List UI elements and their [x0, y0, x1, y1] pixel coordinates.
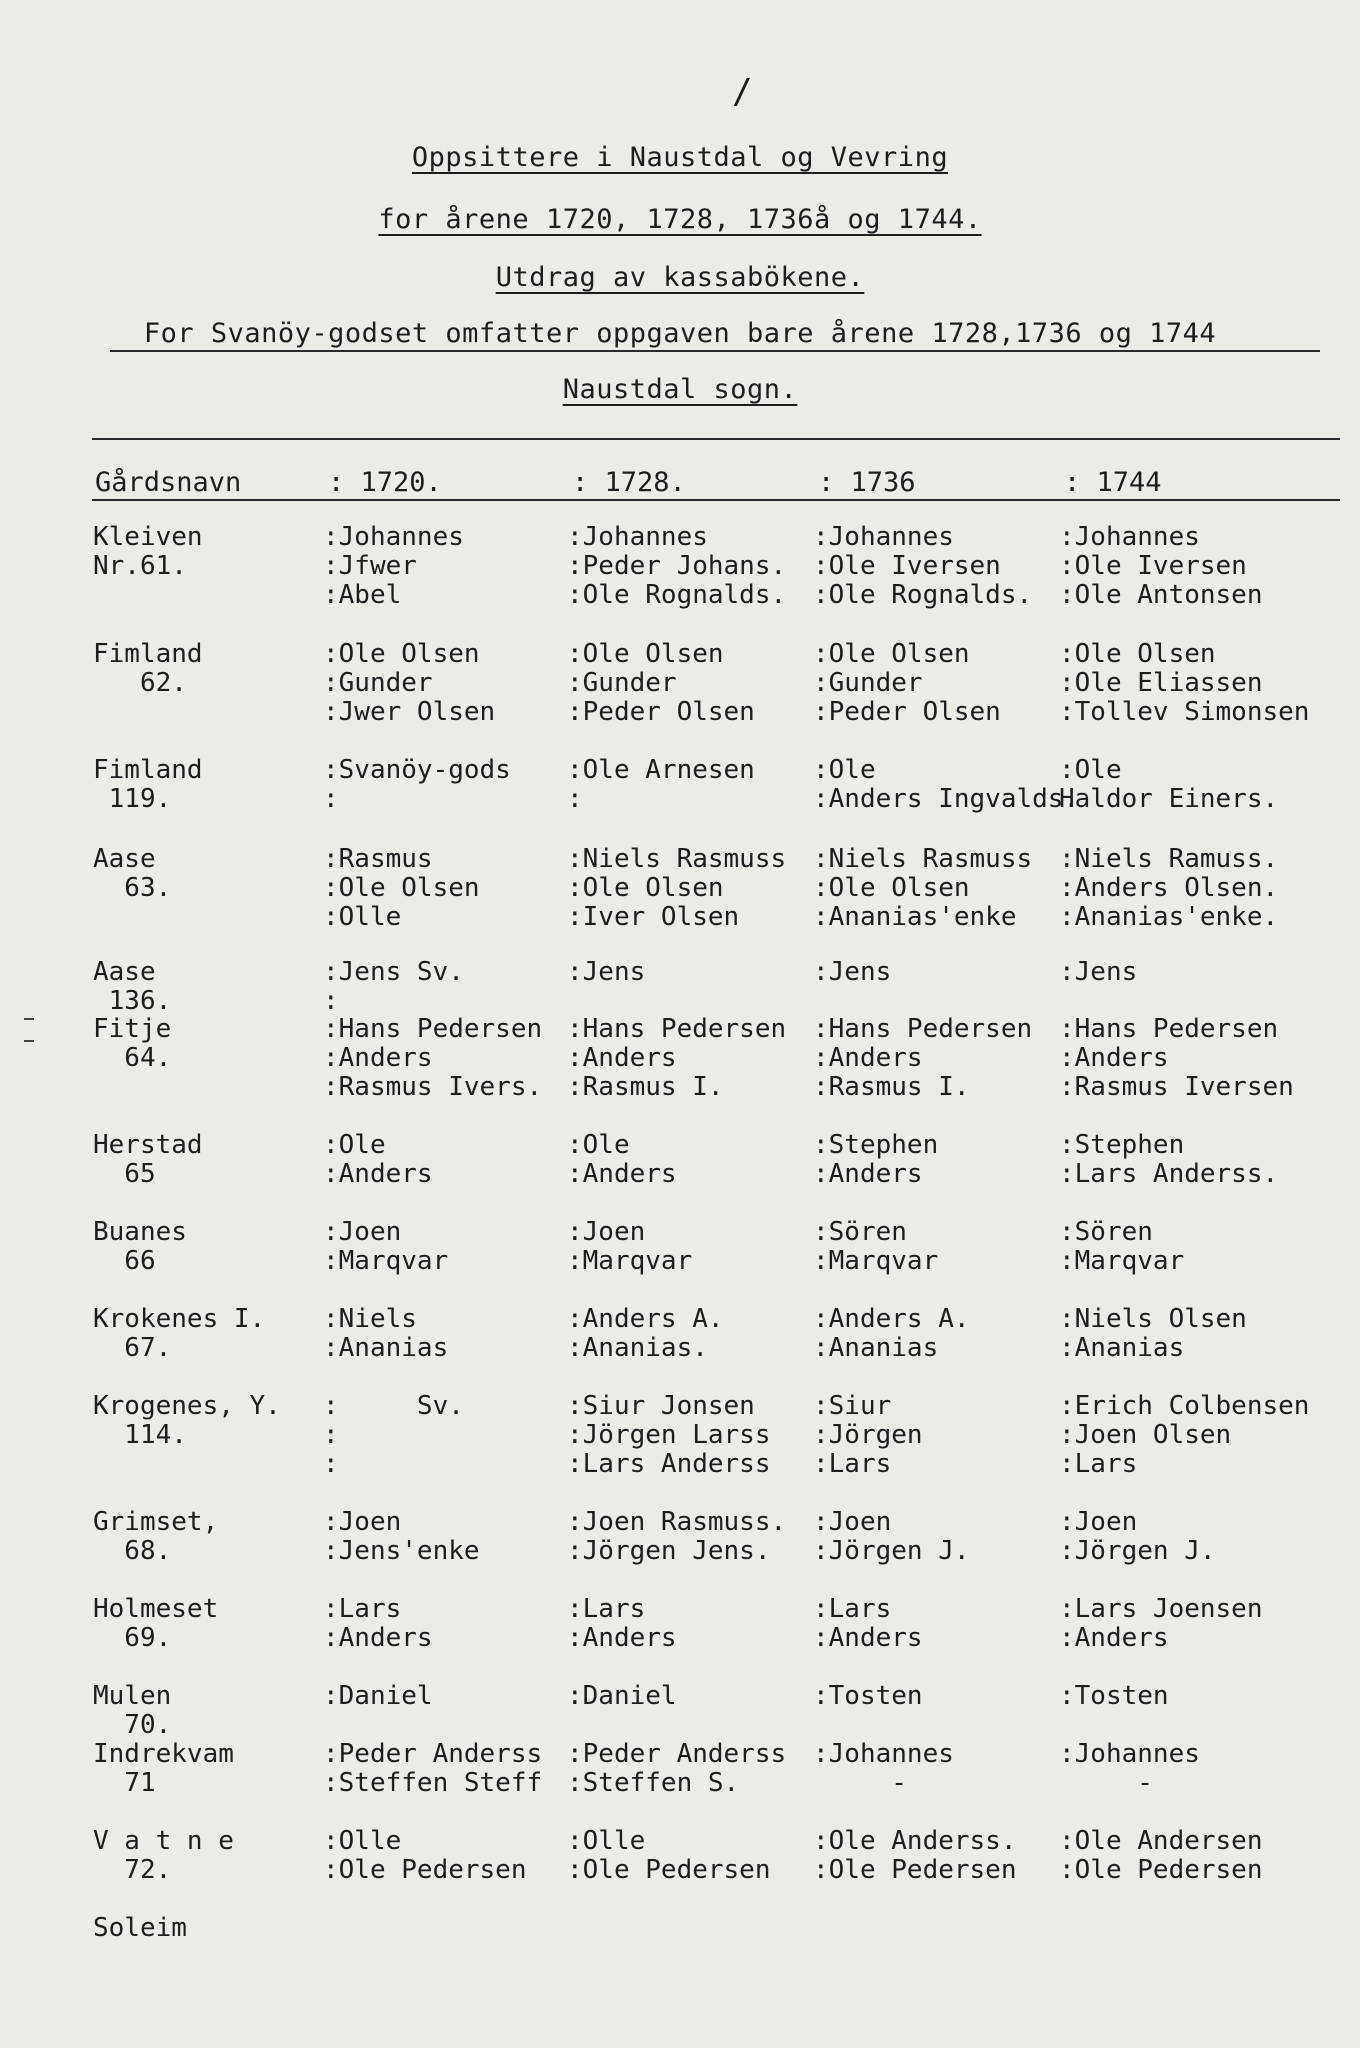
cell-1744 — [1059, 958, 1137, 987]
occupant-line: :Ole Pedersen — [1059, 1855, 1263, 1885]
occupant-line: :Jens — [813, 957, 892, 987]
occupant-line: :Steffen S. — [567, 1768, 740, 1798]
subtitle: Utdrag av kassabökene. — [495, 262, 865, 293]
cell-1720 — [323, 1682, 433, 1711]
occupant-line: :Abel — [323, 580, 402, 610]
occupant-line: :Tosten — [813, 1681, 923, 1711]
occupant-line: :Ole Olsen — [567, 639, 724, 669]
farm-cell — [93, 1827, 234, 1885]
cell-1744 — [1059, 756, 1278, 814]
farm-cell — [93, 1218, 187, 1276]
occupant-line: :Johannes — [323, 522, 464, 552]
cell-1720 — [323, 756, 511, 814]
occupant-line: :Johannes — [1059, 522, 1200, 552]
farm-name-line: 114. — [93, 1420, 187, 1450]
occupant-line: :Joen Olsen — [1059, 1420, 1232, 1450]
farm-name-line: 62. — [93, 668, 187, 698]
cell-1728 — [567, 1827, 771, 1885]
cell-1744 — [1059, 640, 1309, 727]
farm-name-line: Krokenes I. — [93, 1304, 266, 1334]
occupant-line: :Ole Pedersen — [813, 1855, 1017, 1885]
occupant-line: :Anders — [1059, 1043, 1169, 1073]
cell-1736 — [813, 1015, 1032, 1102]
occupant-line: :Tollev Simonsen — [1059, 697, 1310, 727]
cell-1736 — [813, 1740, 954, 1798]
farm-cell — [93, 1305, 265, 1363]
occupant-line: :Anders A. — [813, 1304, 970, 1334]
cell-1736 — [813, 1682, 923, 1711]
years-line: for årene 1720, 1728, 1736å og 1744. — [378, 204, 982, 235]
occupant-line: :Ole Olsen — [323, 873, 480, 903]
occupant-line: Haldor Einers. — [1059, 784, 1279, 814]
occupant-line: :Rasmus Ivers. — [323, 1072, 543, 1102]
farm-name-line: Nr.61. — [93, 551, 187, 581]
cell-1728 — [567, 1740, 786, 1798]
occupant-line: :Hans Pedersen — [567, 1014, 787, 1044]
occupant-line: : — [323, 1449, 339, 1479]
farm-name-line: Krogenes, Y. — [93, 1391, 281, 1421]
cell-1728 — [567, 523, 786, 610]
occupant-line: :Anders — [813, 1043, 923, 1073]
cell-1744 — [1059, 1827, 1263, 1885]
occupant-line: :Anders Ingvalds. — [813, 784, 1080, 814]
occupant-line: :Ananias'enke. — [1059, 902, 1279, 932]
cell-1720 — [323, 845, 480, 932]
farm-cell — [93, 1595, 218, 1653]
farm-cell — [93, 1682, 171, 1740]
farm-name-line: 72. — [93, 1855, 172, 1885]
farm-name-line: 70. — [93, 1710, 172, 1740]
farm-name-line: 69. — [93, 1623, 172, 1653]
cell-1736 — [813, 1392, 923, 1479]
occupant-line: :Ole Pedersen — [323, 1855, 527, 1885]
occupant-line: :Stephen — [813, 1130, 939, 1160]
occupant-line: :Jwer Olsen — [323, 697, 496, 727]
header-1744: : 1744 — [1064, 467, 1162, 498]
cell-1728 — [567, 1595, 677, 1653]
occupant-line: : — [323, 1420, 339, 1450]
cell-1736 — [813, 1131, 938, 1189]
cell-1728 — [567, 756, 755, 814]
occupant-line: :Rasmus I. — [813, 1072, 970, 1102]
farm-cell — [93, 1392, 281, 1450]
occupant-line: :Siur Jonsen — [567, 1391, 755, 1421]
farm-name-line: 67. — [93, 1333, 172, 1363]
occupant-line: :Jörgen J. — [813, 1536, 970, 1566]
farm-name-line: Herstad — [93, 1130, 203, 1160]
occupant-line: :Marqvar — [1059, 1246, 1185, 1276]
occupant-line: :Jens'enke — [323, 1536, 480, 1566]
farm-name-line: Kleiven — [93, 522, 203, 552]
cell-1728 — [567, 1218, 692, 1276]
occupant-line: :Jens Sv. — [323, 957, 464, 987]
occupant-line: :Joen — [323, 1217, 402, 1247]
occupant-line: :Lars Anderss — [567, 1449, 771, 1479]
farm-cell — [93, 845, 171, 903]
occupant-line: :Niels Rasmuss — [813, 844, 1033, 874]
header-1736: : 1736 — [818, 467, 916, 498]
occupant-line: :Anders — [323, 1043, 433, 1073]
occupant-line: :Joen — [1059, 1507, 1138, 1537]
occupant-line: :Olle — [323, 902, 402, 932]
cell-1736 — [813, 523, 1032, 610]
occupant-line: :Tosten — [1059, 1681, 1169, 1711]
cell-1728 — [567, 1015, 786, 1102]
occupant-line: :Peder Anderss — [323, 1739, 543, 1769]
occupant-line: :Anders — [567, 1623, 677, 1653]
occupant-line: :Gunder — [813, 668, 923, 698]
occupant-line: :Steffen Steff — [323, 1768, 543, 1798]
occupant-line: :Ole Antonsen — [1059, 580, 1263, 610]
occupant-line: :Ole Andersen — [1059, 1826, 1263, 1856]
cell-1720 — [323, 640, 495, 727]
occupant-line: :Niels Olsen — [1059, 1304, 1247, 1334]
cell-1720 — [323, 1218, 448, 1276]
occupant-line: :Niels — [323, 1304, 417, 1334]
occupant-line: :Ananias — [1059, 1333, 1185, 1363]
cell-1744 — [1059, 1508, 1216, 1566]
cell-1728 — [567, 845, 786, 932]
occupant-line: :Anders — [1059, 1623, 1169, 1653]
cell-1744 — [1059, 845, 1278, 932]
occupant-line: :Hans Pedersen — [813, 1014, 1033, 1044]
occupant-line: :Rasmus — [323, 844, 433, 874]
occupant-line: :Jörgen Larss — [567, 1420, 771, 1450]
cell-1744 — [1059, 1015, 1294, 1102]
occupant-line: :Ole Iversen — [1059, 551, 1247, 581]
cell-1728 — [567, 1508, 786, 1566]
farm-name-line: Aase — [93, 844, 156, 874]
occupant-line: :Iver Olsen — [567, 902, 740, 932]
occupant-line: :Lars Anderss. — [1059, 1159, 1279, 1189]
farm-name-line: V a t n e — [93, 1826, 234, 1856]
occupant-line: :Lars — [813, 1594, 892, 1624]
occupant-line: :Ole — [567, 1130, 630, 1160]
cell-1720 — [323, 1508, 480, 1566]
cell-1744 — [1059, 1305, 1247, 1363]
cell-1744 — [1059, 1682, 1169, 1711]
occupant-line: :Jens — [567, 957, 646, 987]
occupant-line: :Lars Joensen — [1059, 1594, 1263, 1624]
cell-1720 — [323, 1595, 433, 1653]
cell-1736 — [813, 1218, 938, 1276]
occupant-line: :Anders — [813, 1623, 923, 1653]
occupant-line: :Ole — [323, 1130, 386, 1160]
occupant-line: :Olle — [567, 1826, 646, 1856]
farm-cell — [93, 640, 203, 698]
farm-cell — [93, 523, 203, 581]
cell-1744 — [1059, 1740, 1200, 1798]
occupant-line: :Rasmus Iversen — [1059, 1072, 1294, 1102]
margin-dash — [24, 1040, 34, 1042]
farm-name-line: 63. — [93, 873, 172, 903]
cell-1728 — [567, 1682, 677, 1711]
occupant-line: :Gunder — [567, 668, 677, 698]
farm-name-line: 119. — [93, 784, 172, 814]
farm-name-line: Fimland — [93, 639, 203, 669]
occupant-line: : — [323, 784, 339, 814]
cell-1736 — [813, 1305, 970, 1363]
occupant-line: :Hans Pedersen — [1059, 1014, 1279, 1044]
occupant-line: :Lars — [323, 1594, 402, 1624]
occupant-line: : — [323, 986, 339, 1016]
cell-1720 — [323, 1015, 542, 1102]
occupant-line: :Ole Arnesen — [567, 755, 755, 785]
farm-name-line: Mulen — [93, 1681, 172, 1711]
cell-1720 — [323, 1740, 542, 1798]
rule-top — [92, 438, 1340, 440]
occupant-line: :Hans Pedersen — [323, 1014, 543, 1044]
scope-note: For Svanöy-godset omfatter oppgaven bare årene 1728,1736 og 1744 — [143, 318, 1217, 349]
occupant-line: :Peder Olsen — [813, 697, 1001, 727]
occupant-line: - — [813, 1768, 907, 1798]
occupant-line: :Ole Olsen — [567, 873, 724, 903]
farm-name-line: Indrekvam — [93, 1739, 234, 1769]
occupant-line: :Ananias — [323, 1333, 449, 1363]
occupant-line: :Ole Olsen — [1059, 639, 1216, 669]
farm-name-line: Aase — [93, 957, 156, 987]
header-farm: Gårdsnavn — [95, 467, 242, 498]
farm-name-line: 66 — [93, 1246, 156, 1276]
occupant-line: :Sören — [1059, 1217, 1153, 1247]
occupant-line: :Joen — [567, 1217, 646, 1247]
occupant-line: :Ananias — [813, 1333, 939, 1363]
header-1720: : 1720. — [328, 467, 442, 498]
occupant-line: :Stephen — [1059, 1130, 1185, 1160]
occupant-line: :Ole Pedersen — [567, 1855, 771, 1885]
occupant-line: :Svanöy-gods — [323, 755, 511, 785]
occupant-line: :Anders Olsen. — [1059, 873, 1279, 903]
note-underline — [110, 350, 1320, 352]
farm-cell — [93, 1508, 218, 1566]
cell-1728 — [567, 958, 645, 987]
occupant-line: : Sv. — [323, 1391, 464, 1421]
cell-1744 — [1059, 523, 1263, 610]
occupant-line: :Johannes — [813, 1739, 954, 1769]
occupant-line: :Ole Olsen — [323, 639, 480, 669]
farm-name-line: Fitje — [93, 1014, 172, 1044]
cell-1736 — [813, 1827, 1017, 1885]
farm-name-line: Soleim — [93, 1913, 187, 1943]
cell-1736 — [813, 845, 1032, 932]
occupant-line: :Marqvar — [567, 1246, 693, 1276]
farm-cell — [93, 1131, 203, 1189]
occupant-line: :Ole Olsen — [813, 639, 970, 669]
occupant-line: :Olle — [323, 1826, 402, 1856]
rule-header — [92, 499, 1340, 501]
occupant-line: :Erich Colbensen — [1059, 1391, 1310, 1421]
farm-name-line: Fimland — [93, 755, 203, 785]
occupant-line: :Peder Johans. — [567, 551, 787, 581]
occupant-line: :Ole Olsen — [813, 873, 970, 903]
occupant-line: :Ole Eliassen — [1059, 668, 1263, 698]
occupant-line: :Ole — [1059, 755, 1122, 785]
occupant-line: :Anders — [567, 1043, 677, 1073]
cell-1736 — [813, 958, 891, 987]
occupant-line: :Lars — [567, 1594, 646, 1624]
occupant-line: :Ole Rognalds. — [567, 580, 787, 610]
occupant-line: :Daniel — [567, 1681, 677, 1711]
cell-1736 — [813, 756, 1079, 814]
occupant-line: :Jörgen — [813, 1420, 923, 1450]
occupant-line: :Anders — [813, 1159, 923, 1189]
occupant-line: :Anders — [323, 1159, 433, 1189]
cell-1736 — [813, 1595, 923, 1653]
cell-1720 — [323, 1827, 527, 1885]
farm-name-line: Buanes — [93, 1217, 187, 1247]
occupant-line: :Niels Rasmuss — [567, 844, 787, 874]
farm-name-line: 71 — [93, 1768, 156, 1798]
header-1728: : 1728. — [572, 467, 686, 498]
cell-1736 — [813, 640, 1001, 727]
farm-name-line: Grimset, — [93, 1507, 219, 1537]
cell-1728 — [567, 1305, 724, 1363]
cell-1744 — [1059, 1595, 1263, 1653]
occupant-line: :Ananias. — [567, 1333, 708, 1363]
cell-1744 — [1059, 1131, 1278, 1189]
occupant-line: :Jörgen J. — [1059, 1536, 1216, 1566]
cell-1728 — [567, 1131, 677, 1189]
margin-dash — [24, 1018, 34, 1020]
occupant-line: :Gunder — [323, 668, 433, 698]
farm-name-line: 68. — [93, 1536, 172, 1566]
farm-name-line: Holmeset — [93, 1594, 219, 1624]
cell-1728 — [567, 640, 755, 727]
page-mark: / — [732, 72, 753, 112]
farm-name-line: 136. — [93, 986, 172, 1016]
occupant-line: :Peder Olsen — [567, 697, 755, 727]
cell-1736 — [813, 1508, 970, 1566]
document-title: Oppsittere i Naustdal og Vevring — [411, 142, 949, 173]
occupant-line: :Rasmus I. — [567, 1072, 724, 1102]
occupant-line: :Joen Rasmuss. — [567, 1507, 787, 1537]
farm-cell — [93, 958, 171, 1016]
occupant-line: :Lars — [813, 1449, 892, 1479]
occupant-line: :Sören — [813, 1217, 907, 1247]
farm-cell — [93, 1914, 187, 1943]
occupant-line: :Jens — [1059, 957, 1138, 987]
farm-cell — [93, 1740, 234, 1798]
occupant-line: - — [1059, 1768, 1153, 1798]
occupant-line: :Ole Iversen — [813, 551, 1001, 581]
farm-cell — [93, 756, 203, 814]
occupant-line: :Johannes — [1059, 1739, 1200, 1769]
farm-cell — [93, 1015, 171, 1073]
cell-1720 — [323, 958, 464, 1016]
occupant-line: :Peder Anderss — [567, 1739, 787, 1769]
occupant-line: :Anders A. — [567, 1304, 724, 1334]
cell-1720 — [323, 1305, 448, 1363]
occupant-line: :Lars — [1059, 1449, 1138, 1479]
occupant-line: :Ole Rognalds. — [813, 580, 1033, 610]
farm-name-line: 65 — [93, 1159, 156, 1189]
occupant-line: :Anders — [567, 1159, 677, 1189]
occupant-line: :Marqvar — [813, 1246, 939, 1276]
occupant-line: :Marqvar — [323, 1246, 449, 1276]
occupant-line: :Ananias'enke — [813, 902, 1017, 932]
occupant-line: :Anders — [323, 1623, 433, 1653]
occupant-line: :Jörgen Jens. — [567, 1536, 771, 1566]
occupant-line: :Niels Ramuss. — [1059, 844, 1279, 874]
occupant-line: :Jfwer — [323, 551, 417, 581]
cell-1744 — [1059, 1218, 1184, 1276]
cell-1728 — [567, 1392, 771, 1479]
cell-1720 — [323, 1131, 433, 1189]
occupant-line: :Daniel — [323, 1681, 433, 1711]
occupant-line: :Ole Anderss. — [813, 1826, 1017, 1856]
cell-1720 — [323, 1392, 464, 1479]
occupant-line: :Johannes — [567, 522, 708, 552]
parish-heading: Naustdal sogn. — [562, 374, 798, 405]
occupant-line: :Siur — [813, 1391, 892, 1421]
occupant-line: :Joen — [813, 1507, 892, 1537]
occupant-line: :Joen — [323, 1507, 402, 1537]
occupant-line: : — [567, 784, 583, 814]
farm-name-line: 64. — [93, 1043, 172, 1073]
occupant-line: :Ole — [813, 755, 876, 785]
occupant-line: :Johannes — [813, 522, 954, 552]
cell-1744 — [1059, 1392, 1309, 1479]
cell-1720 — [323, 523, 464, 610]
